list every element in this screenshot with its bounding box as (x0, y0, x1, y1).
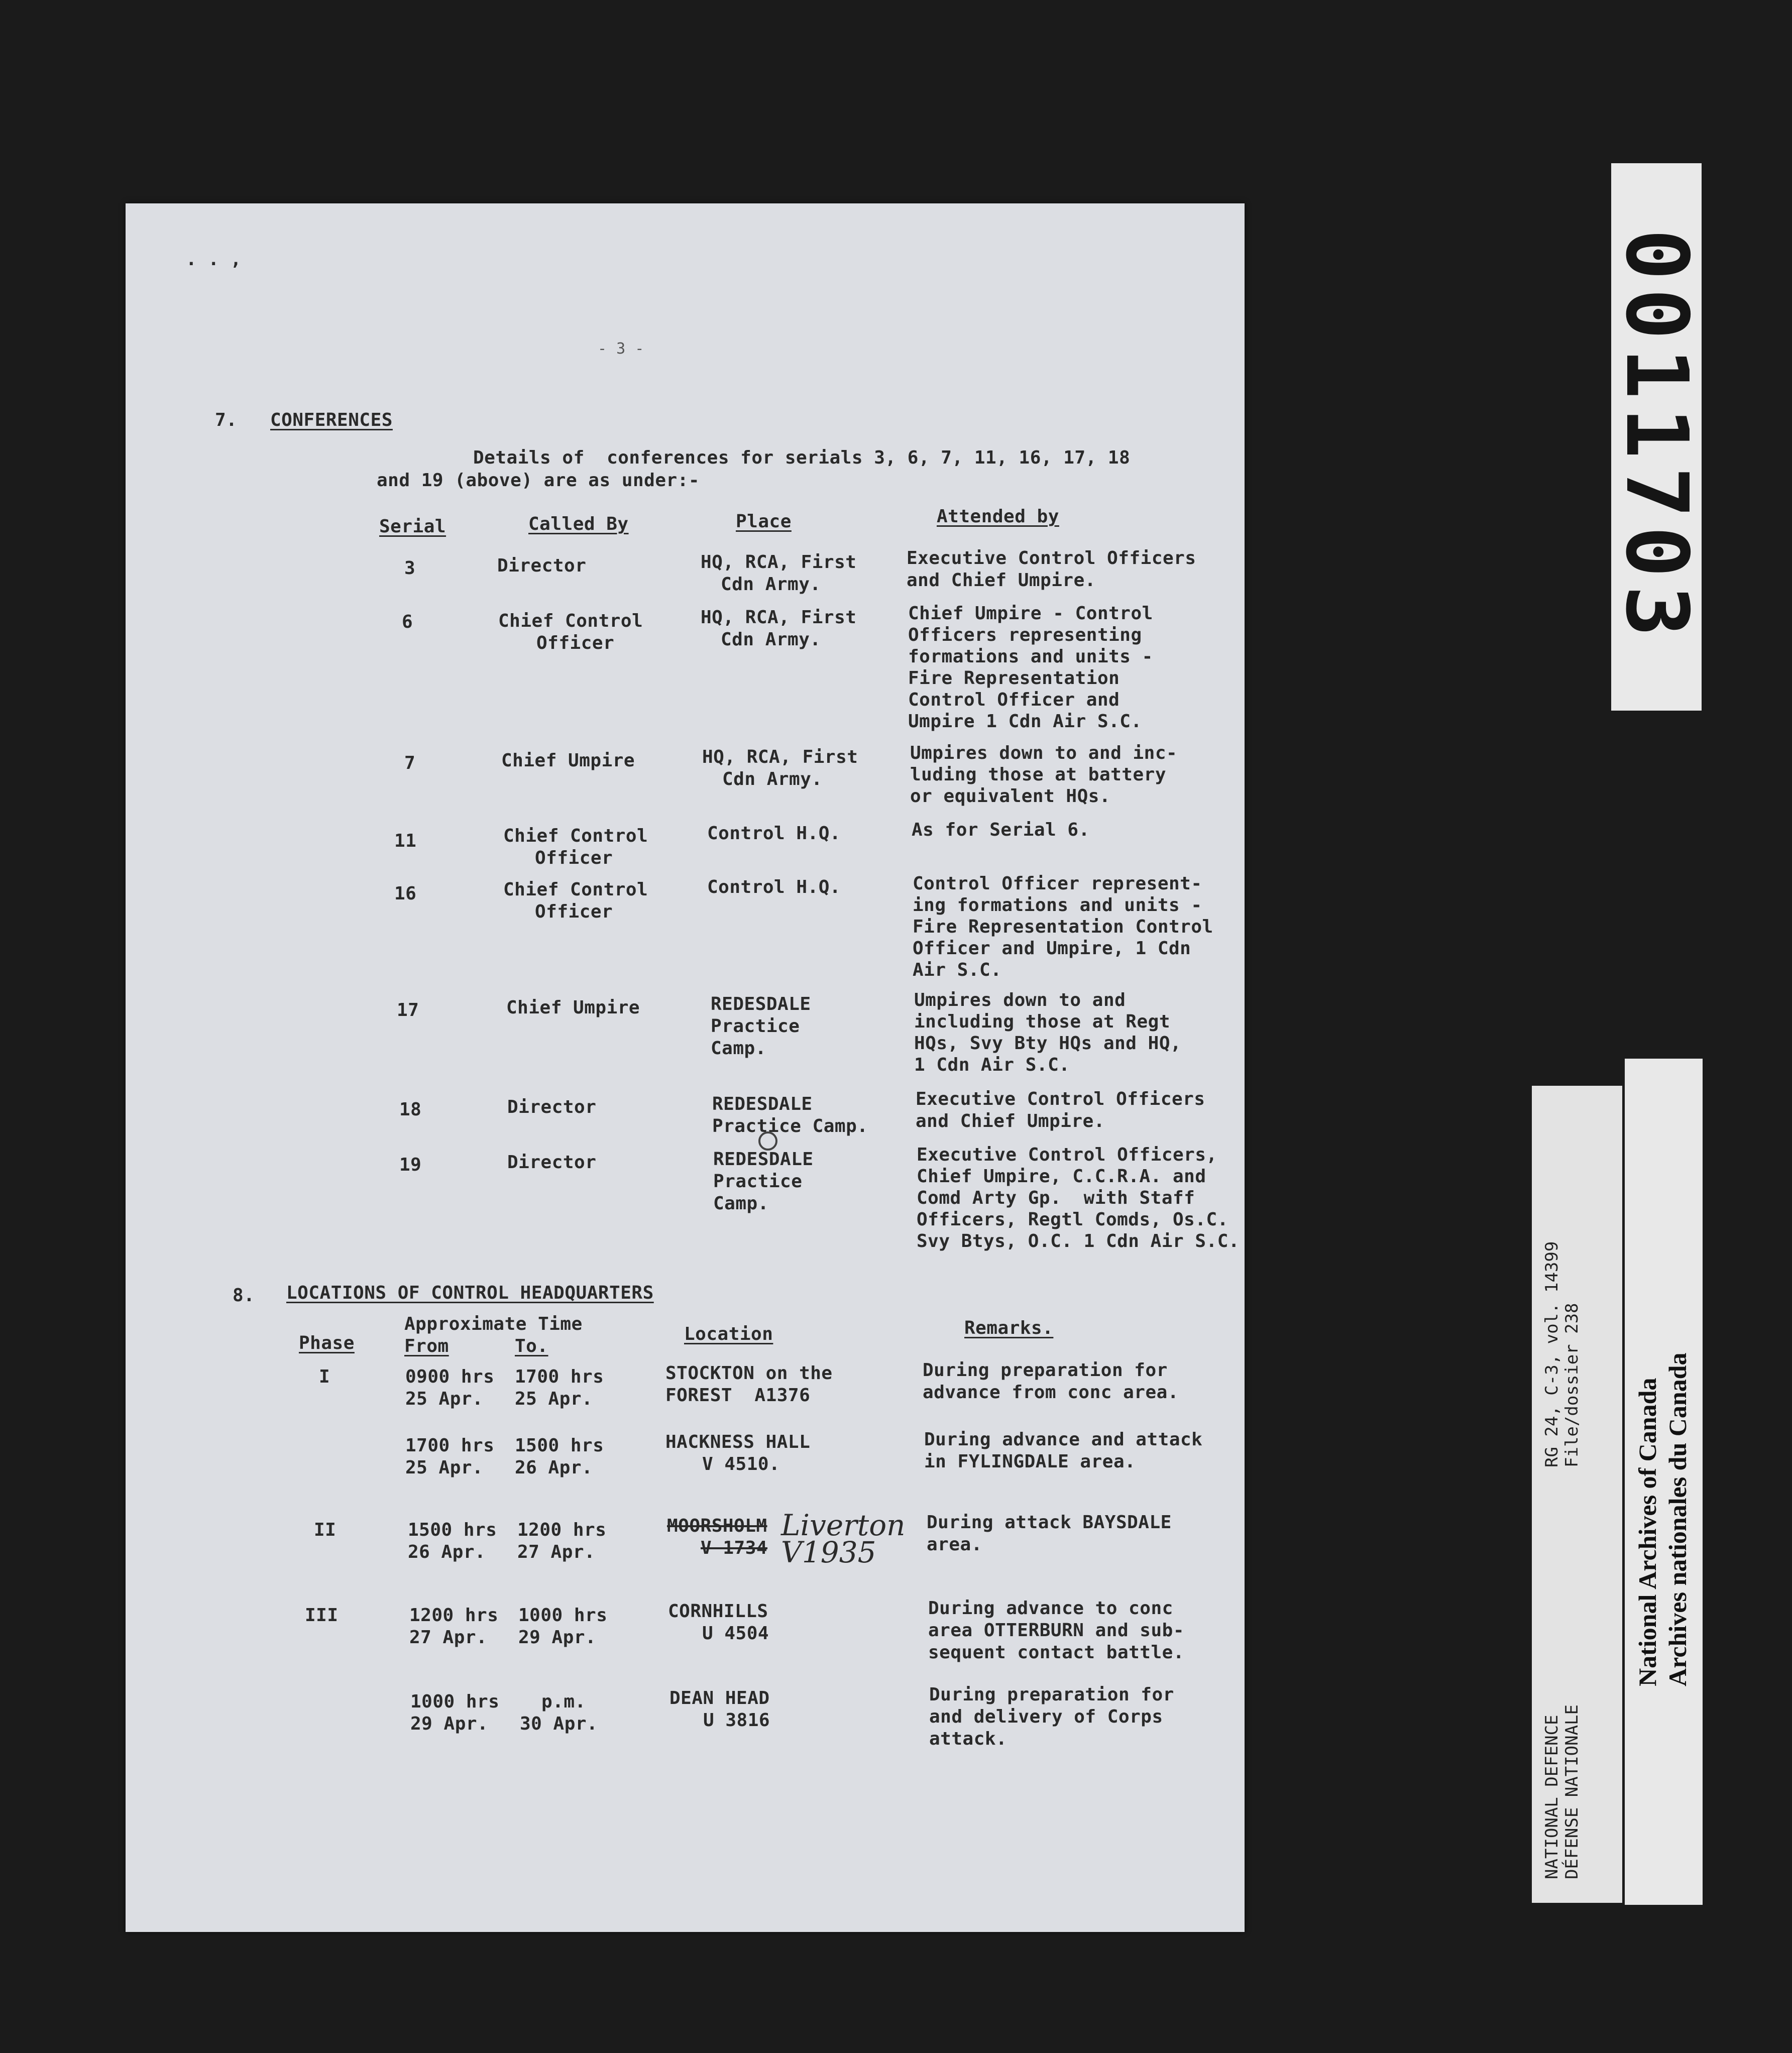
loc-to: 27 Apr. (517, 1542, 596, 1562)
conf-attended: HQs, Svy Bty HQs and HQ, (914, 1033, 1182, 1054)
loc-remarks: During attack BAYSDALE (927, 1512, 1172, 1533)
loc-from: 1200 hrs (409, 1605, 499, 1626)
conf-serial: 16 (394, 883, 417, 904)
loc-remarks: During advance to conc (928, 1598, 1173, 1619)
conf-attended: Executive Control Officers, (917, 1145, 1217, 1165)
col-header-location: Location (684, 1324, 773, 1344)
conf-called-by: Chief Control (503, 826, 648, 846)
loc-remarks: During preparation for (929, 1684, 1174, 1705)
loc-location: STOCKTON on the (665, 1363, 833, 1384)
page-number: - 3 - (598, 340, 644, 358)
conf-attended: Officers, Regtl Comds, Os.C. (917, 1209, 1228, 1230)
conf-attended: As for Serial 6. (912, 820, 1090, 840)
conf-attended: including those at Regt (914, 1011, 1170, 1032)
section-8-title: LOCATIONS OF CONTROL HEADQUARTERS (286, 1283, 654, 1303)
col-header-place: Place (736, 511, 792, 532)
archive-name-label (1625, 1059, 1703, 1905)
conf-serial: 7 (404, 753, 416, 773)
conf-attended: and Chief Umpire. (907, 570, 1096, 591)
col-header-approx-time: Approximate Time (404, 1314, 583, 1334)
document-page (126, 203, 1245, 1932)
conf-attended: Chief Umpire - Control (908, 603, 1153, 624)
conf-place: Camp. (711, 1038, 766, 1059)
loc-from: 25 Apr. (405, 1457, 484, 1478)
conf-called-by: Director (497, 555, 587, 576)
conf-attended: Officers representing (908, 625, 1142, 645)
conf-attended: formations and units - (908, 646, 1153, 667)
loc-to: 29 Apr. (518, 1627, 597, 1648)
conf-attended: Umpire 1 Cdn Air S.C. (908, 711, 1142, 732)
loc-location: U 3816 (703, 1710, 770, 1731)
loc-to: 30 Apr. (520, 1714, 598, 1734)
conf-called-by: Chief Control (503, 879, 648, 900)
conf-called-by: Director (507, 1152, 597, 1173)
department-fr: DÉFENSE NATIONALE (1562, 1704, 1582, 1879)
conf-place: Camp. (713, 1193, 769, 1214)
section-7-intro-line-2: and 19 (above) are as under:- (377, 470, 700, 491)
frame-number: 0011703 (1607, 229, 1706, 645)
loc-phase: III (305, 1605, 339, 1626)
loc-location-handwritten: Liverton (781, 1508, 906, 1542)
conf-place: REDESDALE (711, 994, 811, 1014)
conf-attended: or equivalent HQs. (910, 786, 1111, 807)
loc-to: 1000 hrs (518, 1605, 608, 1626)
loc-from: 26 Apr. (408, 1542, 486, 1562)
conf-serial: 17 (397, 1000, 419, 1020)
section-8-number: 8. (233, 1285, 255, 1306)
col-header-to: To. (515, 1336, 548, 1356)
loc-remarks: in FYLINGDALE area. (924, 1451, 1136, 1472)
conf-called-by: Chief Umpire (501, 750, 635, 771)
loc-location: V 4510. (702, 1454, 780, 1474)
loc-from: 0900 hrs (405, 1366, 495, 1387)
loc-from: 27 Apr. (409, 1627, 488, 1648)
archive-name-en: National Archives of Canada (1633, 1378, 1661, 1686)
section-7-title: CONFERENCES (270, 410, 393, 430)
conf-place: Cdn Army. (721, 574, 821, 595)
conf-place: REDESDALE (712, 1094, 813, 1114)
conf-attended: Control Officer represent- (913, 873, 1202, 894)
conf-place: Practice (711, 1016, 800, 1037)
conf-place: HQ, RCA, First (701, 552, 857, 573)
loc-location-struck: MOORSHOLM (667, 1516, 767, 1536)
conf-attended: Svy Btys, O.C. 1 Cdn Air S.C. (917, 1231, 1240, 1251)
conf-attended: ing formations and units - (913, 895, 1202, 916)
loc-remarks: During preparation for (923, 1360, 1168, 1381)
conf-place: Control H.Q. (707, 877, 841, 897)
conf-place: REDESDALE (713, 1149, 814, 1170)
loc-from: 29 Apr. (410, 1714, 489, 1734)
conf-serial: 11 (394, 831, 417, 851)
conf-place: HQ, RCA, First (702, 747, 858, 767)
col-header-from: From (404, 1336, 449, 1356)
conf-serial: 18 (399, 1099, 422, 1120)
loc-remarks: area OTTERBURN and sub- (928, 1620, 1184, 1641)
archive-ref-line-1: RG 24, C-3, vol. 14399 (1542, 1241, 1562, 1467)
page-marks: . . , (186, 249, 242, 270)
col-header-phase: Phase (299, 1333, 355, 1353)
film-punch-mark (758, 1131, 777, 1151)
loc-to: 1200 hrs (517, 1520, 607, 1540)
conf-called-by: Chief Umpire (506, 997, 640, 1018)
loc-remarks: area. (927, 1534, 982, 1555)
archive-ref-line-2: File/dossier 238 (1562, 1303, 1582, 1467)
loc-from: 25 Apr. (405, 1389, 484, 1409)
conf-attended: Umpires down to and inc- (910, 743, 1178, 763)
section-7-intro-line-1: Details of conferences for serials 3, 6, 7, 11, 16, 17, 18 (473, 447, 1131, 468)
conf-called-by: Officer (536, 633, 615, 653)
conf-serial: 19 (399, 1155, 422, 1175)
loc-from: 1500 hrs (408, 1520, 497, 1540)
conf-attended: luding those at battery (910, 764, 1166, 785)
conf-attended: Comd Arty Gp. with Staff (917, 1188, 1195, 1208)
conf-attended: Officer and Umpire, 1 Cdn (913, 938, 1191, 959)
conf-called-by: Chief Control (498, 611, 643, 631)
conf-place: Practice Camp. (712, 1116, 868, 1136)
conf-place: HQ, RCA, First (701, 607, 857, 628)
loc-to: 1700 hrs (515, 1366, 604, 1387)
conf-place: Control H.Q. (707, 823, 841, 844)
conf-place: Practice (713, 1171, 803, 1192)
col-header-remarks: Remarks. (964, 1318, 1054, 1338)
loc-remarks: During advance and attack (924, 1429, 1203, 1450)
col-header-attended-by: Attended by (937, 506, 1059, 527)
loc-to: 25 Apr. (515, 1389, 593, 1409)
col-header-serial: Serial (379, 516, 446, 537)
conf-attended: and Chief Umpire. (916, 1111, 1105, 1131)
conf-attended: Executive Control Officers (916, 1089, 1205, 1109)
loc-location: FOREST A1376 (665, 1385, 811, 1406)
loc-phase: II (314, 1520, 337, 1540)
conf-attended: Fire Representation Control (913, 917, 1213, 937)
loc-phase: I (319, 1366, 330, 1387)
conf-called-by: Director (507, 1097, 597, 1117)
conf-attended: 1 Cdn Air S.C. (914, 1055, 1070, 1075)
conf-called-by: Officer (535, 848, 613, 868)
archive-name-fr: Archives nationales du Canada (1663, 1352, 1692, 1686)
conf-place: Cdn Army. (721, 629, 821, 650)
conf-attended: Chief Umpire, C.C.R.A. and (917, 1166, 1206, 1187)
loc-remarks: advance from conc area. (923, 1382, 1179, 1403)
conf-attended: Umpires down to and (914, 990, 1126, 1010)
conf-serial: 3 (404, 558, 416, 579)
conf-attended: Air S.C. (913, 960, 1002, 980)
archive-reference-label (1532, 1086, 1622, 1903)
loc-location-handwritten: V1935 (781, 1535, 876, 1569)
loc-from: 1000 hrs (410, 1691, 500, 1712)
col-header-called-by: Called By (528, 514, 629, 534)
loc-from: 1700 hrs (405, 1435, 495, 1456)
section-7-number: 7. (215, 410, 238, 430)
conf-serial: 6 (402, 612, 413, 632)
loc-remarks: sequent contact battle. (928, 1642, 1184, 1663)
loc-location: HACKNESS HALL (665, 1432, 811, 1452)
frame-number-label (1607, 163, 1706, 711)
conf-attended: Fire Representation (908, 668, 1120, 689)
conf-called-by: Officer (535, 901, 613, 922)
loc-location: DEAN HEAD (669, 1688, 770, 1708)
loc-to: p.m. (541, 1691, 586, 1712)
conf-place: Cdn Army. (722, 769, 823, 789)
loc-location: U 4504 (702, 1623, 769, 1644)
loc-to: 1500 hrs (515, 1435, 604, 1456)
loc-remarks: and delivery of Corps (929, 1706, 1163, 1727)
department-en: NATIONAL DEFENCE (1542, 1715, 1562, 1879)
loc-location-struck: V 1734 (701, 1538, 768, 1558)
conf-attended: Control Officer and (908, 690, 1120, 710)
loc-to: 26 Apr. (515, 1457, 593, 1478)
loc-remarks: attack. (929, 1729, 1007, 1749)
loc-location: CORNHILLS (668, 1601, 768, 1622)
conf-attended: Executive Control Officers (907, 548, 1196, 568)
